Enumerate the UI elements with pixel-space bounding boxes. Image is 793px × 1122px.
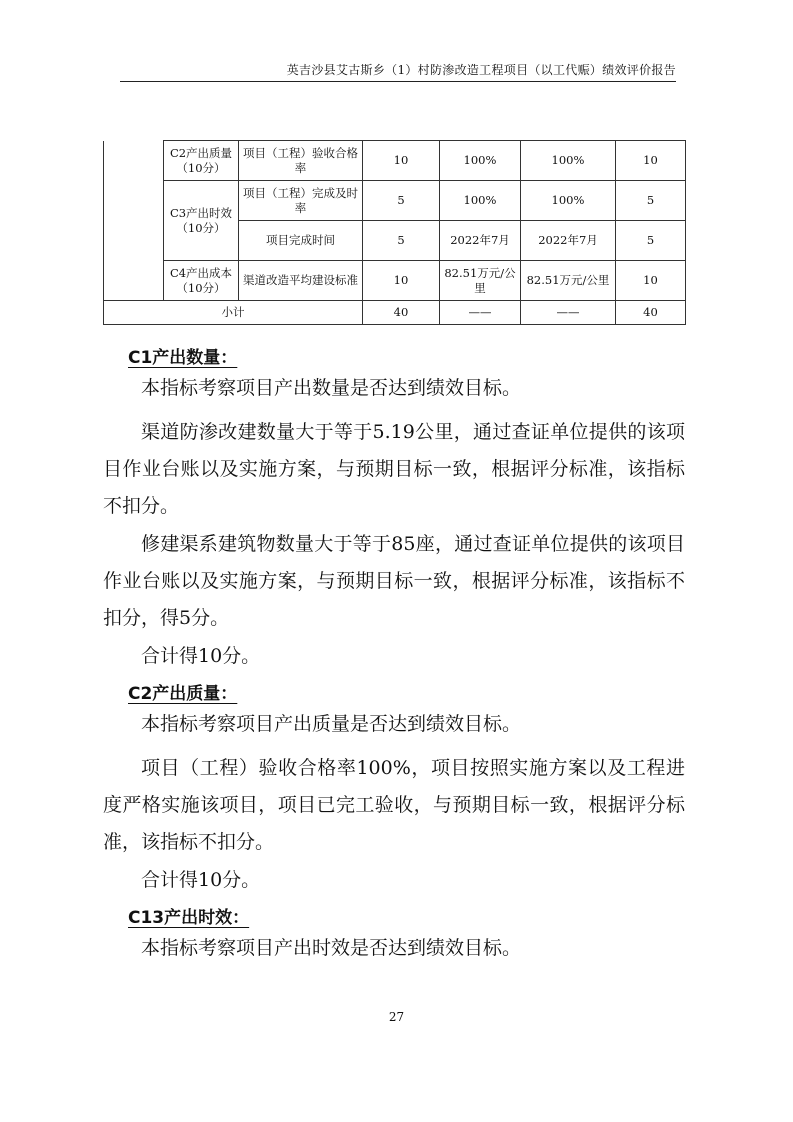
- running-header: 英吉沙县艾古斯乡（1）村防渗改造工程项目（以工代赈）绩效评价报告: [286, 63, 676, 77]
- page-number: 27: [388, 1010, 405, 1024]
- paragraph: 本指标考察项目产出数量是否达到绩效目标。: [141, 377, 522, 399]
- table-cell-weight: 10: [363, 141, 440, 181]
- table-cell-subindicator: 项目（工程）完成及时率: [239, 181, 363, 221]
- table-cell-score: 5: [616, 181, 686, 221]
- table-cell-score: 10: [616, 261, 686, 301]
- table-row: [104, 261, 686, 301]
- table-cell-indicator: C2产出质量（10分）: [164, 141, 239, 181]
- table-cell-target: 100%: [440, 181, 521, 221]
- header-rule: [120, 81, 676, 82]
- table-cell-blank: [104, 141, 164, 301]
- table-cell-target: 2022年7月: [440, 221, 521, 261]
- table-cell-subindicator: 渠道改造平均建设标准: [239, 261, 363, 301]
- paragraph: 项目（工程）验收合格率100%，项目按照实施方案以及工程进度严格实施该项目，项目已完工验收，与预期目标一致，根据评分标准，该指标不扣分。: [103, 757, 685, 853]
- paragraph: 合计得10分。: [141, 869, 261, 891]
- table-cell-score: 10: [616, 141, 686, 181]
- table-cell-subindicator: 项目完成时间: [239, 221, 363, 261]
- indicator-table: [103, 140, 686, 325]
- table-cell-target: 82.51万元/公里: [440, 261, 521, 301]
- section-heading: C13产出时效：: [128, 908, 250, 928]
- paragraph: 渠道防渗改建数量大于等于5.19公里，通过查证单位提供的该项目作业台账以及实施方案，与预期目标一致，根据评分标准，该指标不扣分。: [103, 421, 685, 517]
- table-cell-score: 5: [616, 221, 686, 261]
- table-row-subtotal: [104, 301, 686, 325]
- table-cell-weight: 5: [363, 181, 440, 221]
- table-cell-weight: 10: [363, 261, 440, 301]
- section-heading: C1产出数量：: [128, 348, 238, 368]
- table-cell-actual: 100%: [521, 141, 616, 181]
- subtotal-label: 小计: [104, 301, 363, 325]
- table-cell-weight: 5: [363, 221, 440, 261]
- paragraph: 本指标考察项目产出质量是否达到绩效目标。: [141, 713, 522, 735]
- table-cell-indicator: C3产出时效（10分）: [164, 181, 239, 261]
- table-cell-target: 100%: [440, 141, 521, 181]
- table-row: [104, 141, 686, 181]
- table-cell-subindicator: 项目（工程）验收合格率: [239, 141, 363, 181]
- table-cell-actual: 2022年7月: [521, 221, 616, 261]
- table-row: [104, 181, 686, 221]
- subtotal-target: ——: [440, 301, 521, 325]
- table-cell-actual: 82.51万元/公里: [521, 261, 616, 301]
- table-cell-actual: 100%: [521, 181, 616, 221]
- subtotal-weight: 40: [363, 301, 440, 325]
- paragraph: 合计得10分。: [141, 645, 261, 667]
- subtotal-score: 40: [616, 301, 686, 325]
- subtotal-actual: ——: [521, 301, 616, 325]
- paragraph: 修建渠系建筑物数量大于等于85座，通过查证单位提供的该项目作业台账以及实施方案，与预期目标一致，根据评分标准，该指标不扣分，得5分。: [103, 533, 685, 629]
- section-heading: C2产出质量：: [128, 684, 238, 704]
- table-cell-indicator: C4产出成本（10分）: [164, 261, 239, 301]
- paragraph: 本指标考察项目产出时效是否达到绩效目标。: [141, 937, 522, 959]
